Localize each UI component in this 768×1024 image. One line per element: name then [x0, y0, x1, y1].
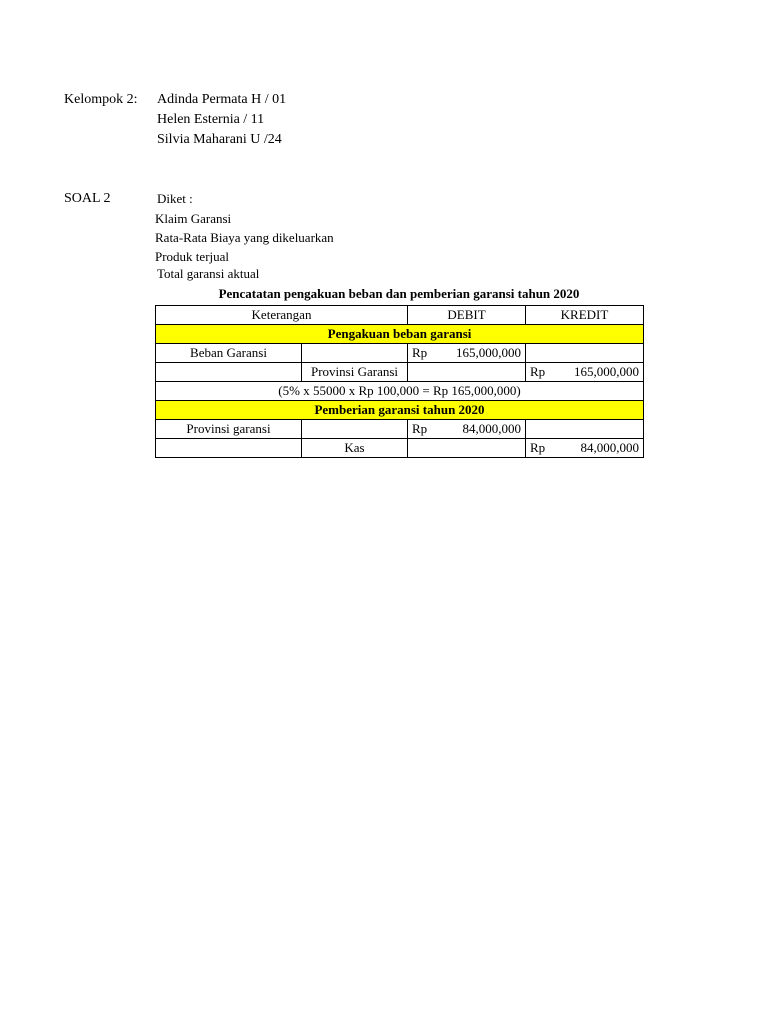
empty-cell	[302, 420, 408, 439]
account-cell: Provinsi Garansi	[302, 363, 408, 382]
debit-cell	[408, 344, 526, 363]
empty-cell	[156, 363, 302, 382]
table-row	[156, 344, 644, 363]
account-cell: Beban Garansi	[156, 344, 302, 363]
account-cell: Provinsi garansi	[156, 420, 302, 439]
group-label: Kelompok 2:	[64, 92, 138, 107]
member-3: Silvia Maharani U /24	[157, 132, 282, 147]
amount: 84,000,000	[462, 421, 522, 436]
amount: 165,000,000	[574, 364, 640, 379]
amount: 84,000,000	[580, 440, 640, 455]
empty-cell	[526, 420, 644, 439]
currency: Rp	[530, 364, 546, 379]
table-row	[156, 439, 644, 458]
currency: Rp	[412, 345, 428, 360]
kredit-cell	[526, 363, 644, 382]
table-row	[156, 420, 644, 439]
currency: Rp	[530, 440, 546, 455]
given-item: Total garansi aktual	[157, 266, 260, 281]
header-debit: DEBIT	[408, 306, 526, 325]
empty-cell	[156, 439, 302, 458]
empty-cell	[526, 344, 644, 363]
journal-table	[155, 305, 644, 458]
member-2: Helen Esternia / 11	[157, 112, 265, 127]
debit-cell	[408, 420, 526, 439]
header-keterangan: Keterangan	[156, 306, 408, 325]
section-row	[156, 401, 644, 420]
empty-cell	[302, 344, 408, 363]
header-kredit: KREDIT	[526, 306, 644, 325]
kredit-cell	[526, 439, 644, 458]
amount: 165,000,000	[456, 345, 522, 360]
table-row	[156, 363, 644, 382]
account-cell: Kas	[302, 439, 408, 458]
currency: Rp	[412, 421, 428, 436]
given-heading: Diket :	[157, 191, 193, 206]
given-item: Klaim Garansi	[155, 211, 232, 226]
empty-cell	[408, 439, 526, 458]
table-title: Pencatatan pengakuan beban dan pemberian garansi tahun 2020	[218, 286, 580, 301]
question-label: SOAL 2	[64, 191, 111, 206]
given-item: Rata-Rata Biaya yang dikeluarkan	[155, 230, 334, 245]
note-row	[156, 382, 644, 401]
table-header-row	[156, 306, 644, 325]
section-pemberian: Pemberian garansi tahun 2020	[156, 401, 644, 420]
section-row	[156, 325, 644, 344]
given-item: Produk terjual	[155, 249, 230, 264]
member-1: Adinda Permata H / 01	[157, 92, 287, 107]
empty-cell	[408, 363, 526, 382]
calculation-note: (5% x 55000 x Rp 100,000 = Rp 165,000,000)	[156, 382, 644, 401]
section-pengakuan: Pengakuan beban garansi	[156, 325, 644, 344]
